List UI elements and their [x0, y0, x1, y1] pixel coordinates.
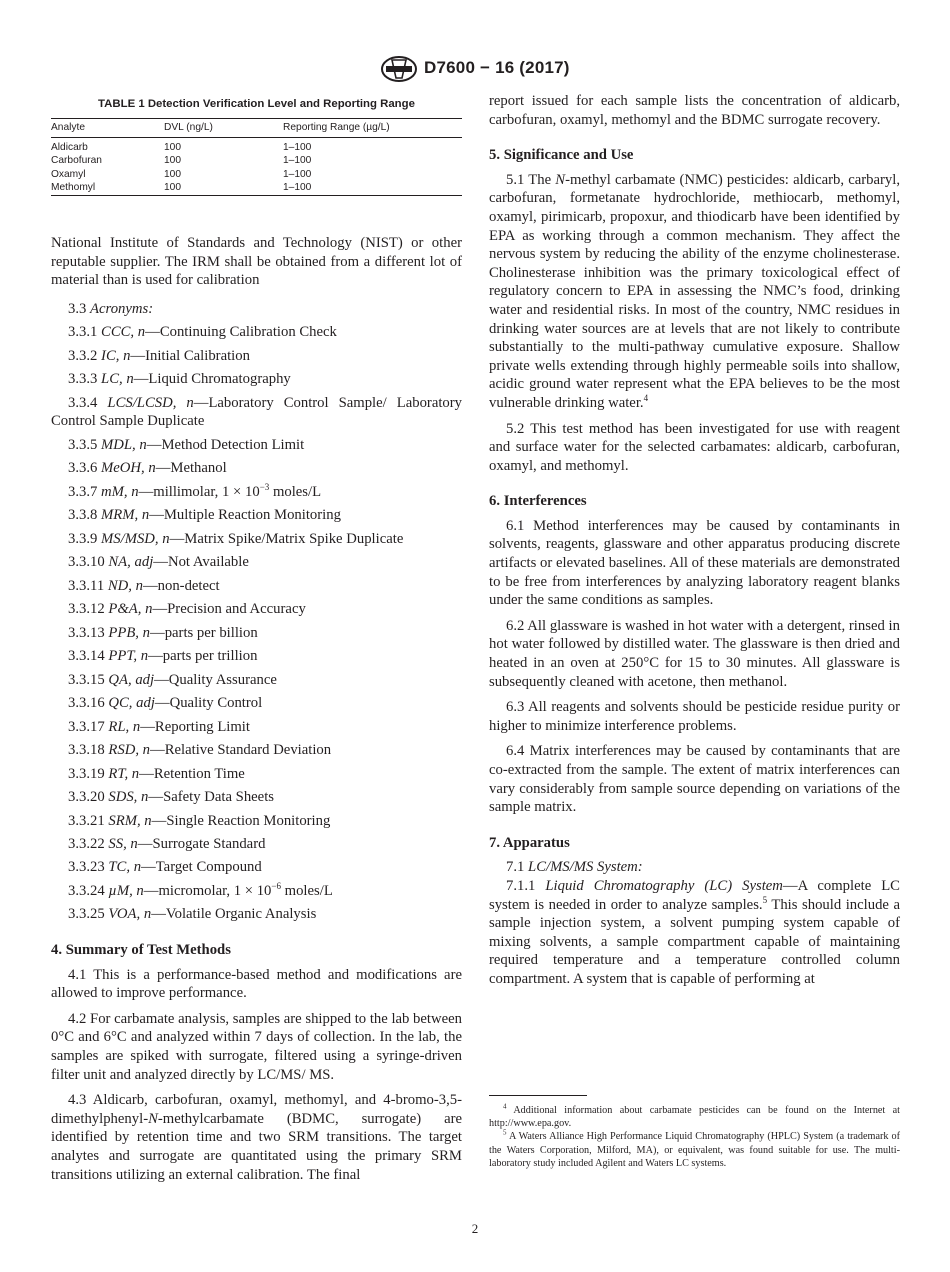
page-number: 2	[471, 1221, 479, 1236]
paragraph-4-3-continued: report issued for each sample lists the concentration of aldicarb, carbofuran, oxamyl, methomyl and the BDMC surrogate recovery.	[489, 93, 900, 128]
acronym-term: SRM, n	[108, 812, 152, 829]
acronym-term: mM, n	[101, 483, 139, 500]
acronym-item	[51, 577, 462, 596]
acronym-definition: —Volatile Organic Analysis	[151, 906, 317, 923]
acronym-number: 3.3.6	[68, 460, 98, 477]
acronym-number: 3.3.22	[68, 836, 105, 852]
acronym-item	[51, 858, 462, 877]
acronym-number: 3.3.1	[68, 324, 98, 341]
acronym-number: 3.3.24	[68, 882, 105, 899]
acronym-definition: —Method Detection Limit	[146, 436, 305, 453]
acronyms-title: Acronyms:	[90, 300, 154, 317]
acronym-definition: —Single Reaction Monitoring	[151, 812, 331, 829]
footnotes	[489, 1104, 900, 1170]
acronym-item	[51, 741, 462, 760]
acronym-term: SDS, n	[108, 789, 149, 806]
acronym-item	[51, 647, 462, 666]
acronym-item	[51, 553, 462, 572]
text-run: LC/MS/MS System:	[528, 859, 643, 876]
acronym-item	[51, 835, 462, 854]
acronym-definition: —Liquid Chromatography	[133, 371, 291, 388]
acronym-definition: —Continuing Calibration Check	[145, 324, 337, 341]
acronym-number: 3.3.20	[68, 789, 105, 806]
acronym-definition: —Relative Standard Deviation	[150, 742, 332, 759]
acronym-item	[51, 394, 462, 431]
acronym-item	[51, 765, 462, 784]
acronym-term: PPT, n	[108, 648, 149, 665]
acronym-definition: —Multiple Reaction Monitoring	[149, 507, 341, 524]
acronym-item	[51, 694, 462, 713]
text-run: 5.1 The	[506, 171, 556, 188]
acronym-number: 3.3.11	[68, 577, 105, 594]
acronym-item	[51, 600, 462, 619]
left-column	[51, 92, 462, 1184]
acronym-definition: —Target Compound	[141, 859, 262, 876]
acronym-definition: —Retention Time	[139, 765, 245, 782]
acronym-number: 3.3.18	[68, 742, 105, 759]
acronym-item	[51, 370, 462, 389]
section-6-title: 6. Interferences	[489, 493, 587, 510]
irm-paragraph: National Institute of Standards and Technology (NIST) or other reputable supplier. The IRM shall be obtained from a different lot of material than is used for calibration	[51, 234, 462, 289]
table-header-row	[51, 118, 462, 137]
acronym-definition: —millimolar, 1 × 10	[138, 483, 260, 500]
paragraph-6-4: 6.4 Matrix interferences may be caused by contaminants that are co-extracted from the sample. The extent of matrix interferences can vary considerably from sample source depending on variations of the sample matrix.	[489, 743, 900, 816]
page-header	[0, 56, 950, 86]
acronyms-heading	[51, 300, 462, 319]
text-run: -methyl carbamate (NMC) pesticides: aldicarb, carbaryl, carbofuran, formetanate hydrochloride, methiocarb, methomyl, oxamyl, pirimicarb, propoxur, and thiodicarb have been identified by EPA as working through a common mechanism. They affect the nervous system by reducing the ability of the enzyme cholinesterase. Cholinesterase inhibition was the primary toxicological effect of regulatory concern to EPA in assessing the NMC’s food, drinking water and residential risks. In most of the country, NMC residues in drinking water sources are at levels that are not likely to contribute substantially to the multi-pathway cumulative exposure. Shallow private wells extending through highly permeable soils into shallow, acidic ground water represent what the EPA believes to be the most vulnerable drinking water.	[489, 171, 900, 411]
table-row	[51, 181, 462, 195]
paragraph-6-1: 6.1 Method interferences may be caused by contaminants in solvents, reagents, glassware and other apparatus producing discrete artifacts or elevated baselines. All of these materials are demonstrated to be free from interferences by analyzing laboratory reagent blanks under the same conditions as samples.	[489, 517, 900, 609]
acronym-definition: —Not Available	[153, 554, 249, 571]
exponent: −6	[271, 881, 281, 892]
acronym-list	[51, 323, 462, 924]
acronym-term: LC, n	[101, 371, 134, 388]
acronym-term: SS, n	[108, 836, 138, 852]
acronym-number: 3.3.8	[68, 507, 98, 524]
acronym-definition: —Initial Calibration	[130, 347, 250, 364]
acronym-item	[51, 323, 462, 342]
acronym-definition: —micromolar, 1 × 10	[143, 882, 272, 899]
acronym-item	[51, 671, 462, 690]
table-cell: Aldicarb	[51, 141, 88, 153]
acronym-term: P&A, n	[108, 601, 153, 618]
table-cell: Carbofuran	[51, 155, 102, 167]
table-cell: 100	[164, 168, 181, 180]
text-run: This should include a sample injection system, a solvent pumping system capable of mixing solvents, a sample compartment capable of maintaining required temperature and a temperature controlled column compartment. A system that is capable of performing at	[489, 896, 900, 987]
acronym-number: 3.3.14	[68, 648, 105, 665]
text-run: 4.3 Aldicarb, carbofuran, oxamyl, methomyl, and 4-bromo-3,5-dimethylphenyl-	[51, 1092, 462, 1127]
table-cell: 1–100	[283, 168, 312, 180]
section-7-title: 7. Apparatus	[489, 834, 570, 851]
acronym-number: 3.3.5	[68, 436, 98, 453]
table-cell: 1–100	[283, 181, 462, 195]
acronym-term: CCC, n	[101, 324, 146, 341]
acronym-item	[51, 882, 462, 901]
paragraph-5-1	[489, 171, 900, 413]
acronym-number: 3.3.19	[68, 765, 105, 782]
footnote-divider	[489, 1095, 587, 1096]
text-run: N	[148, 1110, 158, 1127]
table-cell: 100	[164, 181, 283, 195]
acronym-unit: moles/L	[280, 882, 333, 899]
text-run: -methylcarbamate (BDMC, surrogate) are identified by retention time and two SRM transitions. The target analytes and surrogate are quantitated using the primary SRM transitions utilizing an external calibration. The final	[51, 1110, 462, 1183]
paragraph-7-1	[489, 858, 900, 877]
table-header-cell: Reporting Range (µg/L)	[283, 118, 462, 137]
footnote-ref: 4	[643, 393, 649, 404]
acronym-item	[51, 530, 462, 549]
section-5-title: 5. Significance and Use	[489, 147, 634, 164]
acronym-term: MDL, n	[101, 436, 147, 453]
table-caption: TABLE 1 Detection Verification Level and Reporting Range	[98, 98, 415, 110]
acronym-term: RL, n	[108, 718, 141, 735]
table-cell: 1–100	[283, 155, 312, 167]
acronym-item	[51, 483, 462, 502]
text-run: N	[555, 171, 566, 188]
text-run: —A complete LC system is needed in order to analyze samples.	[489, 877, 900, 913]
acronym-item	[51, 812, 462, 831]
acronym-item	[51, 788, 462, 807]
acronym-number: 3.3.25	[68, 906, 105, 923]
table-header-cell: Analyte	[51, 118, 164, 137]
acronym-number: 3.3.13	[68, 624, 105, 641]
paragraph-4-3	[51, 1091, 462, 1184]
acronym-number: 3.3.23	[68, 859, 105, 876]
acronym-term: VOA, n	[108, 906, 152, 923]
table-row	[51, 137, 462, 154]
acronym-item	[51, 624, 462, 643]
astm-logo-icon	[380, 56, 418, 82]
acronym-number: 3.3.10	[68, 554, 105, 571]
acronym-definition: —Quality Assurance	[154, 671, 277, 688]
acronym-number: 3.3.15	[68, 671, 105, 688]
acronym-number: 3.3.9	[68, 530, 98, 547]
acronym-definition: —Safety Data Sheets	[148, 789, 275, 806]
table-cell: Oxamyl	[51, 168, 86, 180]
acronym-term: TC, n	[108, 859, 142, 876]
acronym-item	[51, 459, 462, 478]
acronym-term: NA, adj	[108, 554, 154, 571]
acronym-item	[51, 718, 462, 737]
footnote-text: Additional information about carbamate pesticides can be found on the Internet at http://www.epa.gov.	[489, 1105, 900, 1130]
table-header-cell: DVL (ng/L)	[164, 118, 283, 137]
table-cell: Methomyl	[51, 181, 164, 195]
section-number: 3.3	[68, 300, 87, 317]
acronym-term: IC, n	[101, 347, 131, 364]
exponent: −3	[259, 481, 270, 492]
acronym-item	[51, 905, 462, 924]
paragraph-4-2: 4.2 For carbamate analysis, samples are shipped to the lab between 0°C and 6°C and analyzed within 7 days of collection. In the lab, the samples are spiked with surrogate, filtered using a syringe-driven filter unit and analyzed directly by LC/MS/ MS.	[51, 1010, 462, 1083]
section-number: 7.1	[506, 859, 525, 876]
paragraph-4-1: 4.1 This is a performance-based method and modifications are allowed to improve performance.	[51, 966, 462, 1002]
footnote-number: 5	[503, 1129, 507, 1138]
acronym-definition: —Precision and Accuracy	[152, 601, 306, 618]
footnote-ref: 5	[762, 894, 768, 905]
footnote-text: A Waters Alliance High Performance Liquid Chromatography (HPLC) System (a trademark of the Waters Corporation, Milford, MA), or equivalent, was found suitable for use. The multi-laboratory study included Agilent and Waters LC systems.	[489, 1131, 900, 1169]
acronym-term: LCS/LCSD, n	[107, 394, 194, 411]
acronym-unit: moles/L	[269, 483, 322, 500]
table-row	[51, 168, 462, 182]
acronym-definition: —Matrix Spike/Matrix Spike Duplicate	[169, 530, 404, 547]
footnote-5	[489, 1130, 900, 1170]
acronym-item	[51, 506, 462, 525]
acronym-number: 3.3.17	[68, 718, 105, 735]
acronym-definition: —non-detect	[142, 577, 220, 594]
text-run: Liquid Chromatography (LC) System	[545, 877, 783, 894]
acronym-term: µM, n	[108, 882, 144, 899]
standard-id: D7600 − 16 (2017)	[424, 58, 570, 77]
section-number: 7.1.1	[506, 877, 536, 894]
acronym-definition: —Methanol	[155, 460, 227, 477]
detection-table	[51, 118, 462, 196]
table-cell: 100	[164, 141, 181, 153]
footnote-4	[489, 1104, 900, 1130]
acronym-term: MS/MSD, n	[101, 530, 170, 547]
acronym-number: 3.3.21	[68, 812, 105, 829]
acronym-term: MeOH, n	[101, 460, 156, 477]
paragraph-7-1-1	[489, 877, 900, 989]
acronym-number: 3.3.2	[68, 347, 98, 364]
table-cell: 100	[164, 155, 181, 167]
acronym-term: ND, n	[107, 577, 143, 594]
acronym-definition: —parts per billion	[150, 624, 258, 641]
footnote-number: 4	[503, 1102, 507, 1111]
acronym-definition: —parts per trillion	[148, 648, 258, 665]
acronym-term: PPB, n	[108, 624, 150, 641]
section-4-title: 4. Summary of Test Methods	[51, 942, 231, 959]
table-row	[51, 154, 462, 168]
right-column	[489, 92, 900, 989]
acronym-term: QA, adj	[108, 671, 155, 688]
paragraph-6-2: 6.2 All glassware is washed in hot water with a detergent, rinsed in hot water followed by distilled water. The glassware is then dried and heated in an oven at 250°C for 15 to 30 minutes. All glassware is subsequently cleaned with acetone, then methanol.	[489, 617, 900, 690]
acronym-definition: —Quality Control	[154, 695, 263, 712]
acronym-term: RSD, n	[108, 742, 151, 759]
acronym-definition: —Laboratory Control Sample/ Laboratory Control Sample Duplicate	[51, 394, 463, 430]
acronym-term: QC, adj	[108, 695, 155, 712]
acronym-number: 3.3.12	[68, 601, 105, 618]
acronym-number: 3.3.3	[68, 371, 98, 388]
acronym-definition: —Surrogate Standard	[137, 836, 266, 852]
acronym-item	[51, 347, 462, 366]
acronym-item	[51, 436, 462, 455]
acronym-number: 3.3.4	[68, 394, 98, 411]
table-cell: 1–100	[283, 141, 312, 153]
paragraph-6-3: 6.3 All reagents and solvents should be pesticide residue purity or higher to minimize interference problems.	[489, 699, 900, 734]
acronym-number: 3.3.16	[68, 695, 105, 712]
acronym-term: RT, n	[108, 765, 140, 782]
paragraph-5-2: 5.2 This test method has been investigated for use with reagent and surface water for the selected carbamates: aldicarb, carbofuran, oxamyl, and methomyl.	[489, 420, 900, 474]
acronym-definition: —Reporting Limit	[140, 718, 250, 735]
acronym-number: 3.3.7	[68, 483, 98, 500]
acronym-term: MRM, n	[101, 507, 150, 524]
